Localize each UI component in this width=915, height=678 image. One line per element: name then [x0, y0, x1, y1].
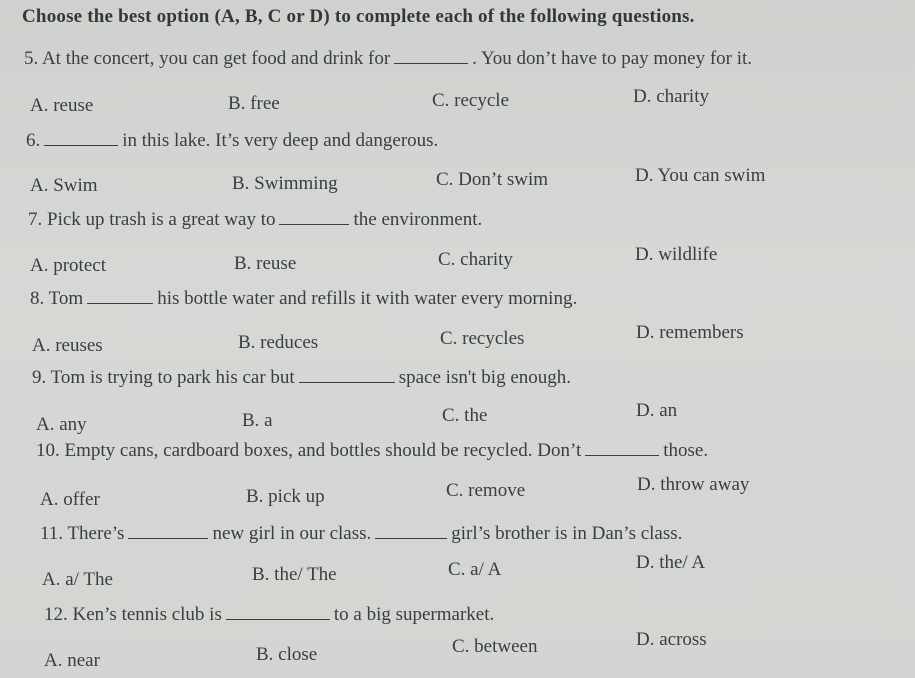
option-a: A. a/ The: [42, 569, 113, 590]
option-a: A. protect: [30, 255, 106, 276]
question-text: 7. Pick up trash is a great way to: [28, 209, 276, 230]
question-text: space isn't big enough.: [398, 367, 571, 388]
answer-blank: [44, 131, 118, 146]
option-c: C. the: [442, 405, 488, 426]
option-d: D. throw away: [637, 474, 750, 495]
question-6: [26, 130, 438, 152]
answer-blank: [585, 441, 659, 456]
option-d: D. across: [636, 629, 707, 650]
answer-blank: [279, 210, 349, 225]
option-c: C. recycle: [432, 90, 510, 111]
question-text: 9. Tom is trying to park his car but: [32, 367, 295, 388]
option-a: A. near: [44, 650, 100, 671]
option-d: D. remembers: [636, 322, 744, 343]
question-text: new girl in our class.: [212, 523, 372, 544]
question-text: 5. At the concert, you can get food and drink for: [24, 48, 391, 69]
option-a: A. any: [36, 414, 87, 435]
option-b: B. close: [256, 644, 318, 665]
question-8: [30, 288, 577, 310]
question-text: to a big supermarket.: [333, 604, 495, 625]
option-d: D. the/ A: [636, 552, 706, 573]
option-c: C. Don’t swim: [436, 169, 549, 190]
option-b: B. free: [228, 93, 280, 114]
option-a: A. reuse: [30, 95, 94, 116]
option-c: C. recycles: [440, 328, 525, 349]
answer-blank: [87, 289, 153, 304]
question-12: [44, 604, 494, 626]
option-b: B. the/ The: [252, 564, 337, 585]
question-text: in this lake. It’s very deep and dangerous.: [122, 130, 439, 151]
question-text: his bottle water and refills it with water every morning.: [157, 288, 578, 309]
question-9: [32, 367, 571, 389]
answer-blank: [128, 524, 208, 539]
question-5: [24, 48, 752, 70]
option-d: D. You can swim: [635, 165, 766, 186]
question-11: [40, 523, 682, 545]
question-text: 6.: [26, 130, 41, 151]
question-text: 11. There’s: [40, 523, 125, 544]
option-b: B. a: [242, 410, 273, 431]
question-text: girl’s brother is in Dan’s class.: [451, 523, 683, 544]
question-text: . You don’t have to pay money for it.: [472, 48, 753, 69]
option-c: C. charity: [438, 249, 513, 270]
answer-blank: [226, 605, 330, 620]
option-c: C. between: [452, 636, 538, 657]
instruction-heading: Choose the best option (A, B, C or D) to complete each of the following questions.: [22, 6, 695, 27]
question-10: [36, 440, 708, 462]
question-text: 10. Empty cans, cardboard boxes, and bottles should be recycled. Don’t: [36, 440, 582, 461]
option-b: B. reduces: [238, 332, 319, 353]
question-7: [28, 209, 482, 231]
option-a: A. Swim: [30, 175, 98, 196]
option-c: C. remove: [446, 480, 526, 501]
option-d: D. wildlife: [635, 244, 718, 265]
option-b: B. Swimming: [232, 173, 338, 194]
question-text: the environment.: [353, 209, 483, 230]
answer-blank: [299, 368, 395, 383]
answer-blank: [394, 49, 468, 64]
option-d: D. an: [636, 400, 678, 421]
option-b: B. pick up: [246, 486, 325, 507]
answer-blank: [375, 524, 447, 539]
question-text: those.: [663, 440, 709, 461]
option-d: D. charity: [633, 86, 709, 107]
question-text: 12. Ken’s tennis club is: [44, 604, 222, 625]
option-c: C. a/ A: [448, 559, 502, 580]
option-a: A. offer: [40, 489, 100, 510]
option-b: B. reuse: [234, 253, 297, 274]
option-a: A. reuses: [32, 335, 103, 356]
question-text: 8. Tom: [30, 288, 84, 309]
